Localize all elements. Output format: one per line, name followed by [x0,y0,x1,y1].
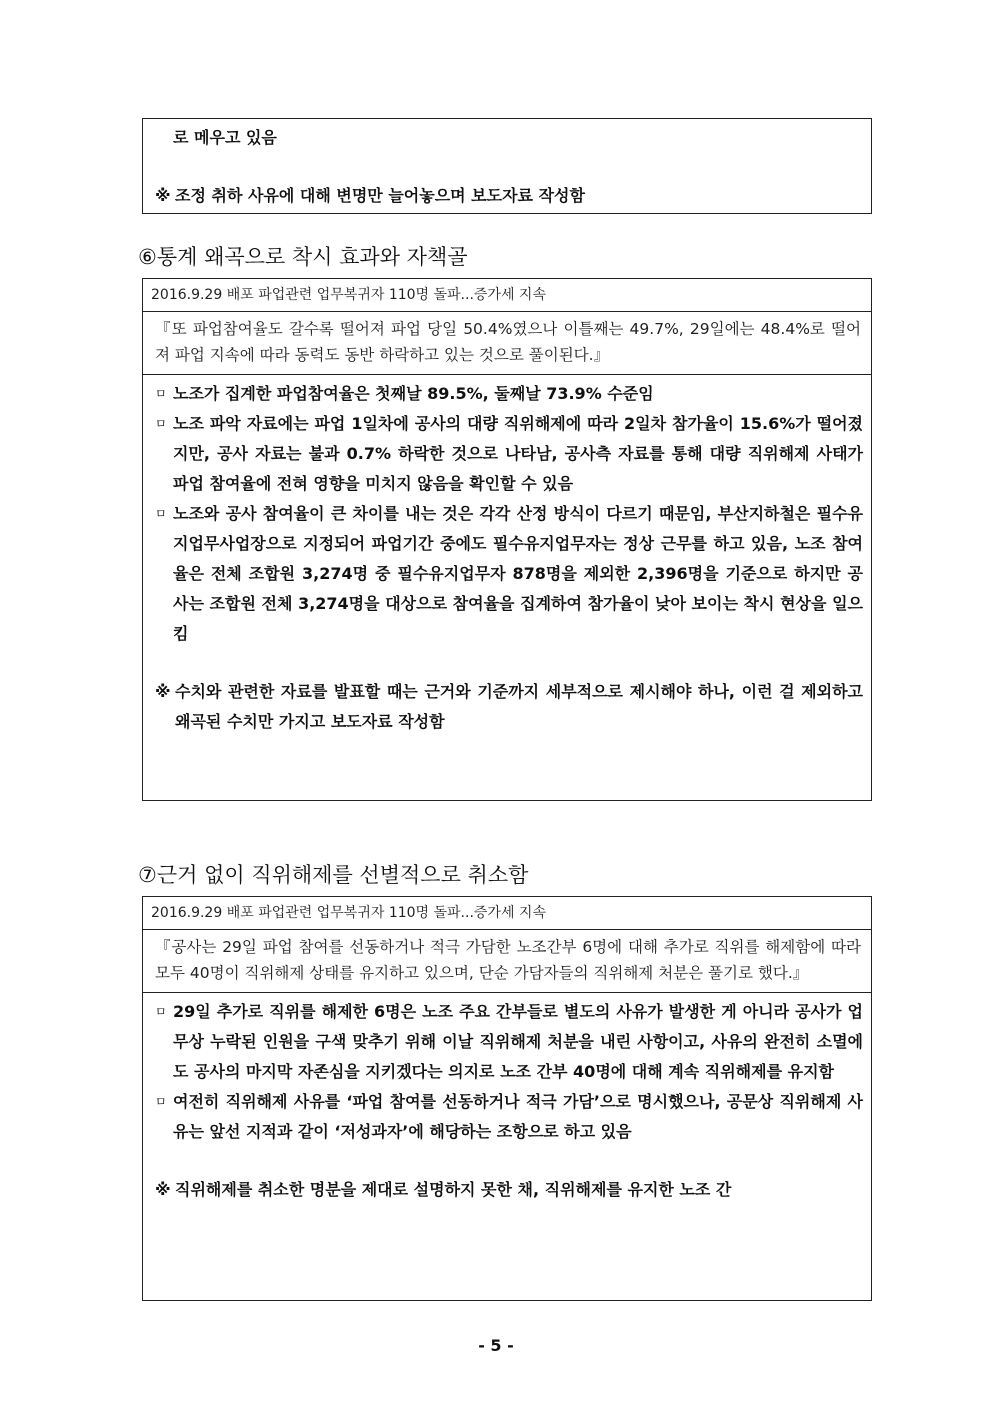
list-item [155,499,863,649]
page-number: - 5 - [478,1336,514,1355]
section6-box [142,278,872,801]
note-text: 수치와 관련한 자료를 발표할 때는 근거와 기준까지 세부적으로 제시해야 하나, 이런 걸 제외하고 왜곡된 수치만 가지고 보도자료 작성함 [175,682,863,731]
spacer [155,153,861,181]
top-note [155,181,861,211]
item-text: 노조가 집계한 파업참여율은 첫째날 89.5%, 둘째날 73.9% 수준임 [173,384,654,403]
list-item [155,997,863,1087]
section7-quote: 『공사는 29일 파업 참여를 선동하거나 적극 가담한 노조간부 6명에 대해 추가로 직위를 해제함에 따라 모두 40명이 직위해제 상태를 유지하고 있으며, 단순 가담자들의 직위해제 처분은 풀기로 했다.』 [143,930,871,993]
section7-box [142,896,872,1301]
section6-note [155,677,863,737]
spacer [155,1147,863,1175]
section7-source: 2016.9.29 배포 파업관련 업무복귀자 110명 돌파...증가세 지속 [143,897,871,930]
section6-analysis [143,375,871,743]
note-mark: ※ [155,682,171,701]
item-text: 노조와 공사 참여율이 큰 차이를 내는 것은 각각 산정 방식이 다르기 때문임, 부산지하철은 필수유지업무사업장으로 지정되어 파업기간 중에도 필수유지업무자는 정상 근무를 하고 있음, 노조 참여율은 전체 조합원 3,274명 중 필수유지업무자 878명을 제외한 2,396명을 기준으로 하지만 공사는 조합원 전체 3,274명을 대상으로 참여율을 집계하여 참가율이 낮아 보이는 착시 현상을 일으킴 [173,504,863,643]
section6-quote: 『또 파업참여율도 갈수록 떨어져 파업 당일 50.4%였으나 이틀째는 49.7%, 29일에는 48.4%로 떨어져 파업 지속에 따라 동력도 동반 하락하고 있는 것으로 풀이된다.』 [143,312,871,375]
section7-analysis [143,993,871,1211]
square-bullet-icon: ㅁ [155,417,167,431]
section6-source: 2016.9.29 배포 파업관련 업무복귀자 110명 돌파...증가세 지속 [143,279,871,312]
note-text: 직위해제를 취소한 명분을 제대로 설명하지 못한 채, 직위해제를 유지한 노조 간 [175,1180,732,1199]
section6-heading: ⑥통계 왜곡으로 착시 효과와 자책골 [138,245,468,269]
note-text: 조정 취하 사유에 대해 변명만 늘어놓으며 보도자료 작성함 [175,186,585,205]
square-bullet-icon: ㅁ [155,1095,167,1109]
continuation-text: 로 메우고 있음 [173,128,277,147]
spacer [155,649,863,677]
list-item [155,409,863,499]
item-text: 노조 파악 자료에는 파업 1일차에 공사의 대량 직위해제에 따라 2일차 참가율이 15.6%가 떨어졌지만, 공사 자료는 불과 0.7% 하락한 것으로 나타남, 공사측 자료를 통해 대량 직위해제 사태가 파업 참여율에 전혀 영향을 미치지 않음을 확인할 수 있음 [173,414,863,493]
note-mark: ※ [155,186,171,205]
square-bullet-icon: ㅁ [155,507,167,521]
square-bullet-icon: ㅁ [155,1005,167,1019]
note-mark: ※ [155,1180,171,1199]
continuation-box [142,118,872,214]
list-item [155,379,863,409]
item-text: 29일 추가로 직위를 해제한 6명은 노조 주요 간부들로 별도의 사유가 발생한 게 아니라 공사가 업무상 누락된 인원을 구색 맞추기 위해 이날 직위해제 처분을 내린 사항이고, 사유의 완전히 소멸에도 공사의 마지막 자존심을 지키겠다는 의지로 노조 간부 40명에 대해 계속 직위해제를 유지함 [173,1002,863,1081]
item-text: 여전히 직위해제 사유를 ‘파업 참여를 선동하거나 적극 가담’으로 명시했으나, 공문상 직위해제 사유는 앞선 지적과 같이 ‘저성과자’에 해당하는 조항으로 하고 있음 [173,1092,863,1141]
section7-heading: ⑦근거 없이 직위해제를 선별적으로 취소함 [138,863,529,887]
list-item [155,1087,863,1147]
square-bullet-icon: ㅁ [155,387,167,401]
section7-note [155,1175,863,1205]
